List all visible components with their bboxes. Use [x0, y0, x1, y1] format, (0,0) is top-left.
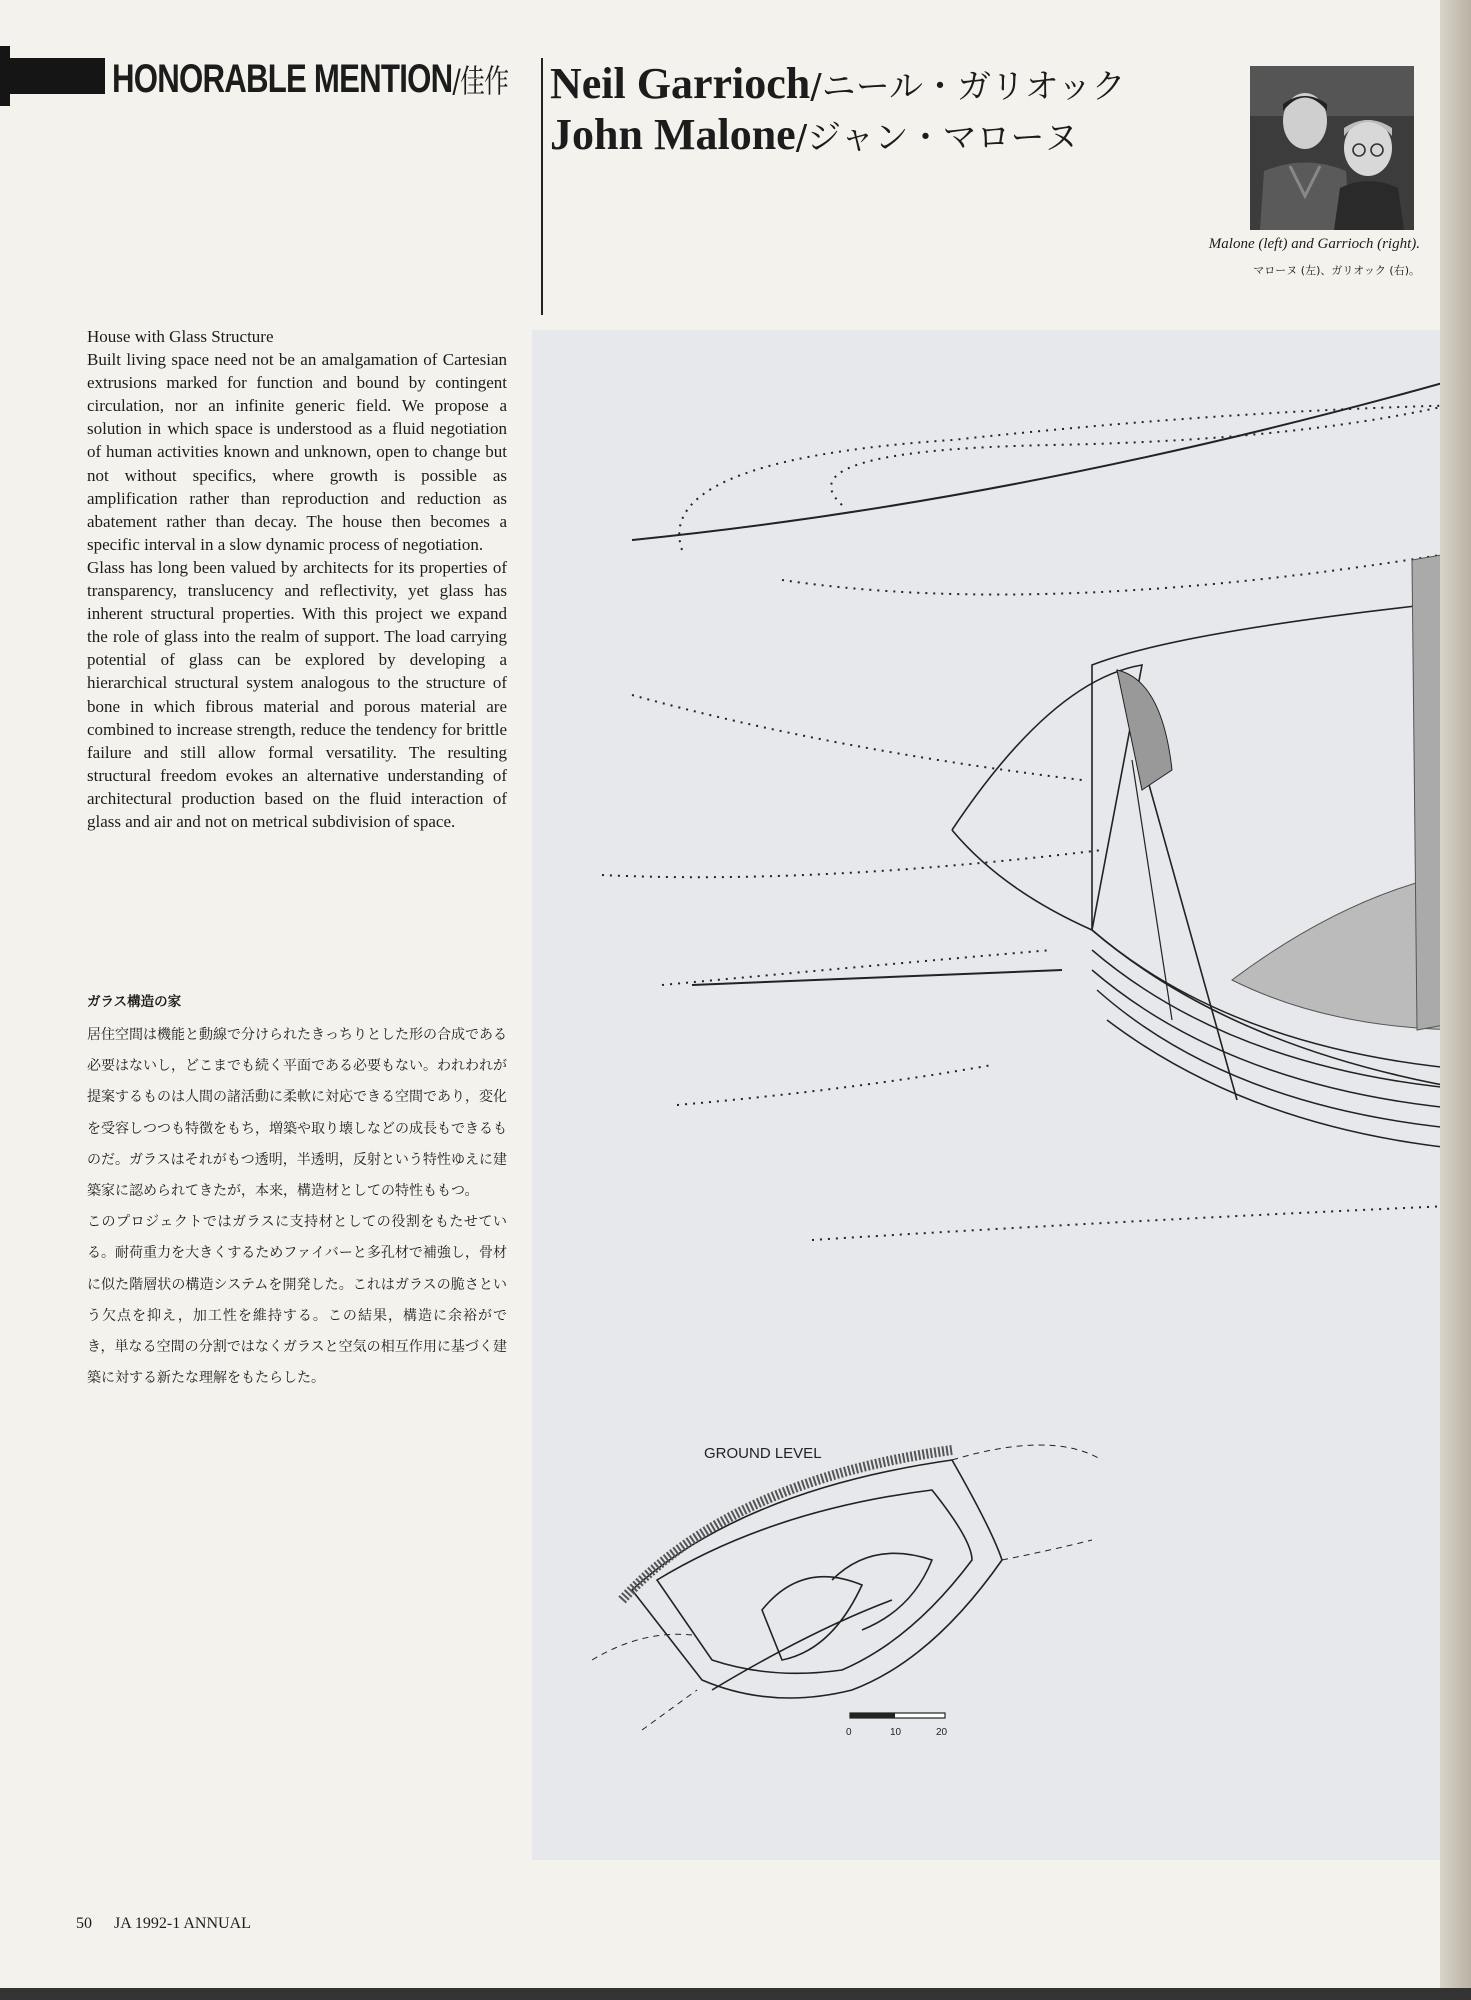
page-spine-shadow	[1440, 0, 1471, 2000]
article-body-jp	[87, 1020, 507, 1394]
author2-line	[550, 111, 1126, 162]
page-number: 50	[76, 1915, 92, 1932]
scale-label-10: 10	[890, 1727, 902, 1738]
author-photo-image	[1250, 66, 1414, 230]
article-title-jp: ガラス構造の家	[87, 994, 182, 1010]
article-paragraph-1: Built living space need not be an amalgamation of Cartesian extrusions marked for function and bound by contingent circulation, nor an infinite generic field. We propose a solution in which space is understood as a fluid negotiation of human activities known and unknown, open to change but not without specifics, where growth is possible as amplification rather than reproduction and reduction as abatement rather than decay. The house then becomes a specific interval in a slow dynamic process of negotiation.	[87, 350, 507, 554]
article-title: House with Glass Structure	[87, 327, 274, 346]
section-label-jp: /佳作	[452, 62, 509, 100]
author2-name-jp: /ジャン・マローヌ	[795, 118, 1079, 158]
plan-wall-hatched	[622, 1450, 952, 1600]
plan-outline	[632, 1460, 1002, 1698]
header-divider	[541, 58, 543, 315]
contour-line	[679, 405, 1471, 550]
photo-caption-jp: マローヌ (左)、ガリオック (右)。	[1253, 264, 1420, 277]
drawing-svg	[532, 330, 1471, 1860]
scale-label-20: 20	[936, 1727, 948, 1738]
header-black-bar	[0, 58, 105, 94]
contour-line	[831, 400, 1471, 505]
plan-guide-dashed	[1002, 1540, 1092, 1560]
author1-name-jp: /ニール・ガリオック	[810, 67, 1126, 107]
page-bottom-edge	[0, 1988, 1471, 2000]
striped-panel	[1117, 670, 1172, 790]
plan-guide-dashed	[642, 1690, 697, 1730]
contour-line	[662, 950, 1052, 985]
article-body-en	[87, 325, 507, 833]
author-photo	[1250, 66, 1414, 230]
article-paragraph-2: Glass has long been valued by architects for its properties of transparency, translucency and reflectivity, yet glass has inherent structural properties. With this project we expand the role of glass into the realm of support. The load carrying potential of glass can be explored by developing a hierarchical structural system analogous to the structure of bone in which fibrous material and porous material are combined to increase strength, reduce the tendency for brittle failure and still allow formal versatility. The resulting structural freedom evokes an alternative understanding of architectural production based on the fluid interaction of glass and air and not on metrical subdivision of space.	[87, 557, 507, 831]
author-names	[550, 60, 1126, 162]
contour-line	[677, 1065, 992, 1105]
contour-line	[782, 550, 1471, 595]
publication-name: JA 1992-1 ANNUAL	[114, 1915, 251, 1932]
architectural-drawing	[532, 330, 1471, 1860]
contour-line	[632, 695, 1082, 780]
contour-line	[812, 1205, 1471, 1240]
article-paragraph-2-jp: このプロジェクトではガラスに支持材としての役割をもたせている。耐荷重力を大きくするためファイバーと多孔材で補強し，骨材に似た階層状の構造システムを開発した。これはガラスの脆さという欠点を抑え，加工性を維持する。この結果，構造に余裕ができ，単なる空間の分割ではなくガラスと空気の相互作用に基づく建築に対する新たな理解をもたらした。	[87, 1214, 507, 1387]
section-label-en: HONORABLE MENTION	[112, 57, 453, 101]
contour-line	[602, 850, 1102, 877]
glass-shell-fin	[952, 665, 1142, 930]
scale-bar-fill	[850, 1713, 895, 1718]
author1-line	[550, 60, 1126, 111]
page-footer	[76, 1915, 251, 1933]
plan-label: GROUND LEVEL	[704, 1445, 822, 1462]
roof-edge-curve	[632, 375, 1471, 540]
author2-name: John Malone	[550, 110, 796, 159]
author1-name: Neil Garrioch	[550, 59, 811, 108]
article-paragraph-1-jp: 居住空間は機能と動線で分けられたきっちりとした形の合成である必要はないし，どこまでも続く平面である必要もない。われわれが提案するものは人間の諸活動に柔軟に対応できる空間であり，変化を受容しつつも特徴をもち，増築や取り壊しなどの成長もできるものだ。ガラスはそれがもつ透明，半透明，反射という特性ゆえに建築家に認められてきたが，本来，構造材としての特性ももつ。	[87, 1027, 507, 1200]
plan-arc	[712, 1600, 892, 1690]
column	[1132, 760, 1172, 1020]
photo-caption: Malone (left) and Garrioch (right).	[1208, 236, 1420, 252]
plan-guide-dashed	[952, 1445, 1102, 1460]
section-label	[112, 56, 508, 102]
scale-label-0: 0	[846, 1727, 852, 1738]
ground-line	[692, 970, 1062, 985]
ring	[1107, 1020, 1471, 1150]
